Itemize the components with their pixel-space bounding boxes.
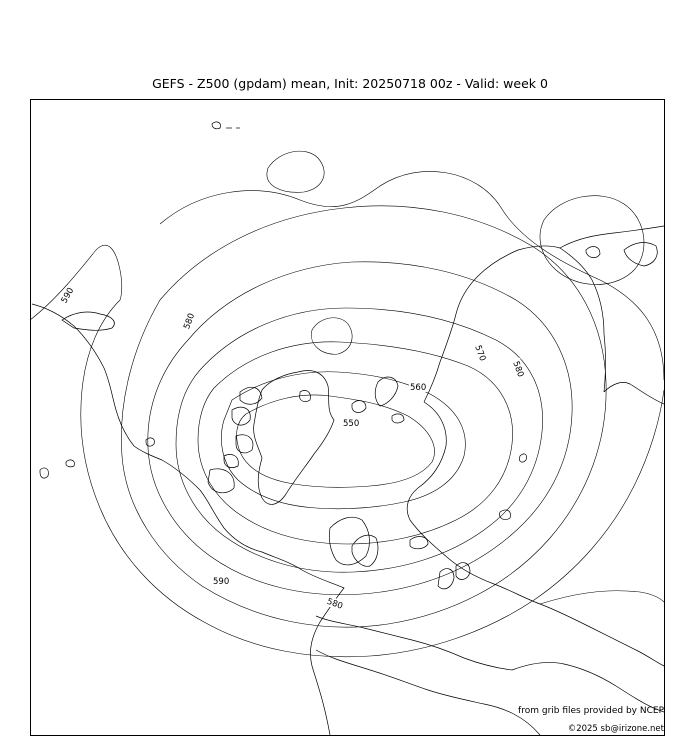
contour-label: 580 <box>325 596 345 612</box>
contour-label: 570 <box>472 343 488 363</box>
map-title: GEFS - Z500 (gpdam) mean, Init: 20250718 00z - Valid: week 0 <box>152 76 548 91</box>
z500-contours <box>30 151 664 657</box>
contour-label: 590 <box>59 286 77 306</box>
contour-label: 580 <box>510 359 526 379</box>
contour-labels <box>58 286 526 612</box>
contour-label: 560 <box>410 383 427 393</box>
map-frame <box>31 100 665 736</box>
contour-label: 590 <box>213 577 230 587</box>
data-source-credit: from grib files provided by NCEP <box>518 706 664 716</box>
contour-label: 550 <box>343 419 360 429</box>
contour-label: 580 <box>182 312 198 331</box>
copyright-credit: ©2025 sb@irizone.net <box>567 724 664 734</box>
